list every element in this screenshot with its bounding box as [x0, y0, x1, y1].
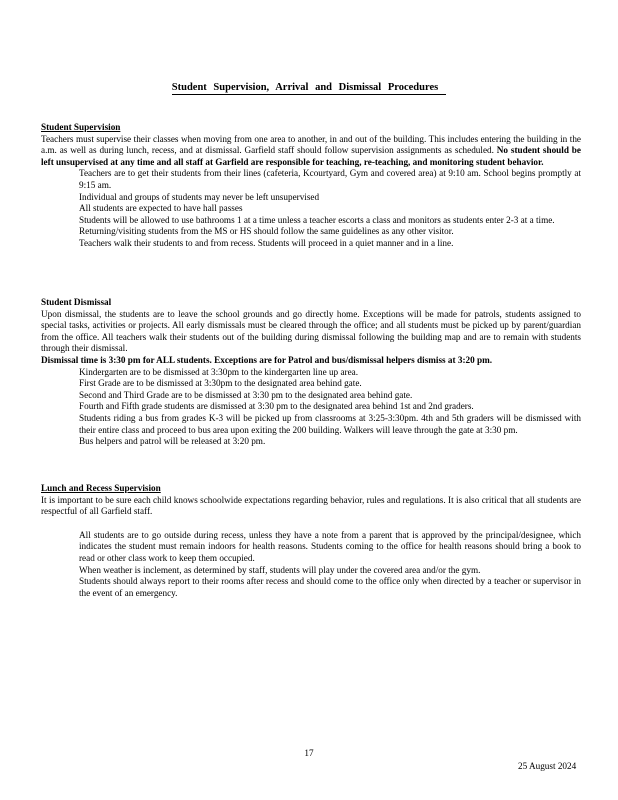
list-item: Kindergarten are to be dismissed at 3:30pm to the kindergarten line up area.: [79, 366, 359, 377]
dismissal-section: [41, 297, 581, 448]
list-item: First Grade are to be dismissed at 3:30pm to the designated area behind gate.: [79, 378, 362, 389]
list-item: When weather is inclement, as determined by staff, students will play under the covered area and/or the gym.: [79, 564, 481, 575]
supervision-intro: Teachers must supervise their classes when moving from one area to another, in and out of the building. This includes entering the building in the a.m. as well as during lunch, recess, and at dismissal. Garfield staff should follow supervision assignments as scheduled. No student should be left unsupervised at any time and all staff at Garfield are responsible for teaching, re-teaching, and monitoring student behavior.: [41, 133, 581, 167]
list-item: Individual and groups of students may never be left unsupervised: [79, 191, 320, 202]
list-item: Students will be allowed to use bathrooms 1 at a time unless a teacher escorts a class and monitors as students enter 2-3 at a time.: [79, 214, 555, 225]
dismissal-time: Dismissal time is 3:30 pm for ALL students. Exceptions are for Patrol and bus/dismissal helpers dismiss at 3:20 pm.: [41, 354, 493, 365]
list-item: Fourth and Fifth grade students are dismissed at 3:30 pm to the designated area behind 1st and 2nd graders.: [79, 401, 474, 412]
dismissal-heading: Student Dismissal: [41, 297, 112, 307]
list-item: Teachers are to get their students from their lines (cafeteria, Kcourtyard, Gym and covered area) at 9:10 am. School begins promptly at 9:15 am.: [79, 168, 581, 190]
lunch-recess-intro: It is important to be sure each child knows schoolwide expectations regarding behavior, rules and regulations. It is also critical that all students are respectful of all Garfield staff.: [41, 494, 581, 517]
list-item: All students are expected to have hall passes: [79, 203, 243, 214]
list-item: Second and Third Grade are to be dismissed at 3:30 pm to the designated area behind gate.: [79, 389, 413, 400]
dismissal-intro: Upon dismissal, the students are to leave the school grounds and go directly home. Exceptions will be made for patrols, students assigned to special tasks, activities or projects. All early dismissals must be cleared through the office; and all students must be picked up by parent/guardian from the office. All teachers walk their students out of the building during dismissal following the building map and are to remain with students through their dismissal.: [41, 308, 581, 354]
list-item: Students should always report to their rooms after recess and should come to the office only when directed by a teacher or supervisor in the event of an emergency.: [79, 576, 581, 598]
footer-date: 25 August 2024: [518, 761, 577, 771]
lunch-recess-list: [41, 530, 581, 600]
list-item: All students are to go outside during recess, unless they have a note from a parent that is approved by the principal/designee, which indicates the student must remain indoors for health reasons. Students coming to the office for health reasons should bring a book to read or other class work to keep them occupied.: [79, 529, 581, 563]
list-item: Teachers walk their students to and from recess. Students will proceed in a quiet manner and in a line.: [79, 237, 454, 248]
supervision-section: [41, 122, 581, 250]
document-title: Student Supervision, Arrival and Dismissal Procedures: [0, 82, 618, 94]
supervision-heading: Student Supervision: [41, 122, 121, 132]
page-number: 17: [304, 748, 314, 758]
list-item: Returning/visiting students from the MS or HS should follow the same guidelines as any other visitor.: [79, 226, 454, 237]
list-item: Bus helpers and patrol will be released at 3:20 pm.: [79, 436, 266, 447]
dismissal-list: [41, 367, 581, 448]
list-item: Students riding a bus from grades K-3 will be picked up from classrooms at 3:25-3:30pm. 4th and 5th graders will be dismissed with their entire class and proceed to bus area upon exiting the 200 building. Walkers will leave through the gate at 3:30 pm.: [79, 412, 581, 435]
lunch-recess-section: [41, 483, 581, 599]
supervision-list: [41, 168, 581, 249]
lunch-recess-heading: Lunch and Recess Supervision: [41, 483, 161, 493]
